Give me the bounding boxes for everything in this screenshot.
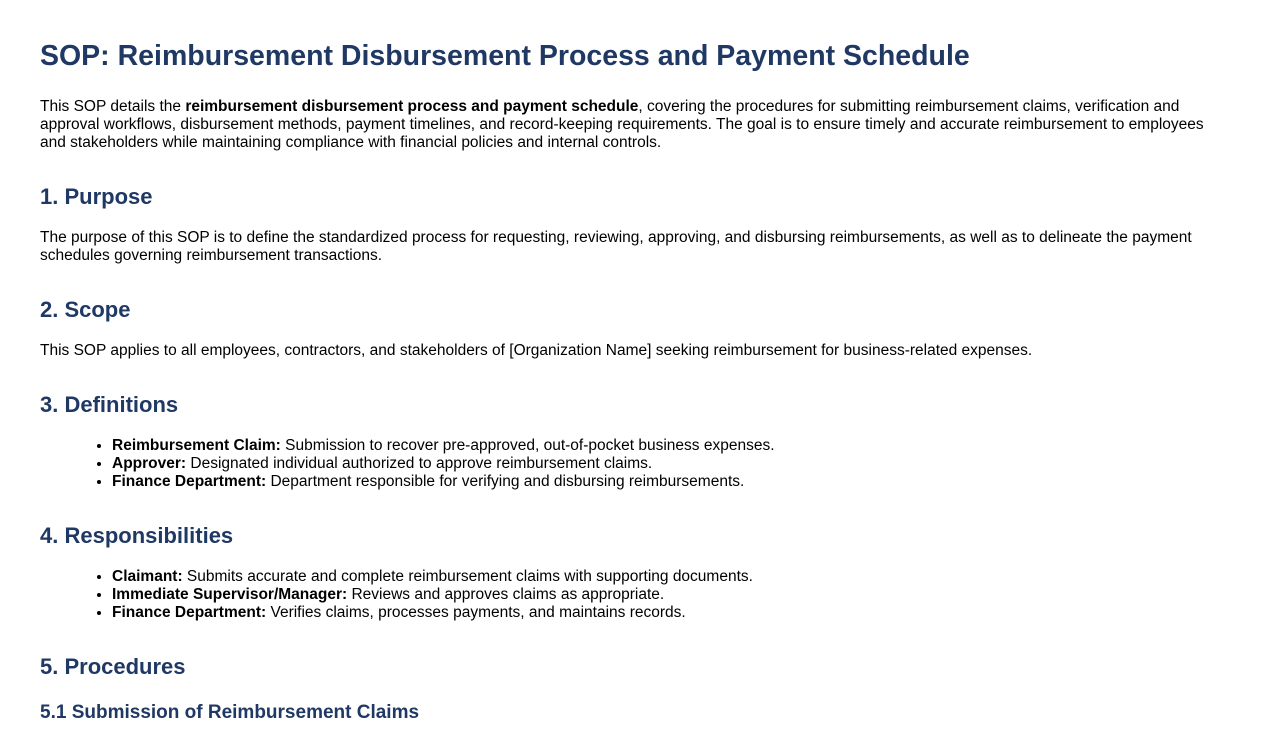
intro-text-prefix: This SOP details the bbox=[40, 98, 186, 115]
definition-term: Finance Department: bbox=[112, 473, 267, 490]
section-responsibilities-heading: 4. Responsibilities bbox=[40, 523, 234, 548]
responsibility-text: Verifies claims, processes payments, and maintains records. bbox=[266, 604, 686, 621]
section-purpose-heading: 1. Purpose bbox=[40, 184, 153, 209]
section-definitions bbox=[40, 392, 1223, 491]
definition-term: Reimbursement Claim: bbox=[112, 437, 281, 454]
responsibilities-list bbox=[40, 568, 1223, 622]
section-procedures-heading: 5. Procedures bbox=[40, 654, 186, 679]
section-purpose-paragraph: The purpose of this SOP is to define the standardized process for requesting, reviewing, approving, and disbursing reimbursements, as well as to delineate the payment schedules governing reimbursement transactions. bbox=[40, 229, 1192, 264]
responsibility-term: Claimant: bbox=[112, 568, 183, 585]
definition-term: Approver: bbox=[112, 455, 187, 472]
intro-paragraph bbox=[40, 98, 1223, 152]
list-item bbox=[112, 604, 1223, 622]
list-item bbox=[112, 455, 1223, 473]
responsibility-text: Reviews and approves claims as appropriate. bbox=[347, 586, 665, 603]
definitions-list bbox=[40, 437, 1223, 491]
section-purpose bbox=[40, 184, 1223, 265]
section-procedures bbox=[40, 654, 1223, 724]
definition-text: Designated individual authorized to approve reimbursement claims. bbox=[186, 455, 653, 472]
intro-text-bold: reimbursement disbursement process and payment schedule bbox=[185, 98, 639, 115]
section-scope-heading: 2. Scope bbox=[40, 297, 131, 322]
section-procedures-subheading: 5.1 Submission of Reimbursement Claims bbox=[40, 702, 420, 723]
intro-text-suffix: , covering the procedures for submitting reimbursement claims, verification and approval workflows, disbursement methods, payment timelines, and record-keeping requirements. The goal is to ensure timely and accurate reimbursement to employees and stakeholders while maintaining compliance with financial policies and internal controls. bbox=[40, 98, 1204, 151]
definition-text: Department responsible for verifying and disbursing reimbursements. bbox=[266, 473, 745, 490]
section-scope-paragraph: This SOP applies to all employees, contractors, and stakeholders of [Organization Name] seeking reimbursement for business-related expenses. bbox=[40, 342, 1033, 359]
list-item bbox=[112, 437, 1223, 455]
list-item bbox=[112, 568, 1223, 586]
section-scope bbox=[40, 297, 1223, 360]
list-item bbox=[112, 586, 1223, 604]
list-item bbox=[112, 473, 1223, 491]
responsibility-term: Immediate Supervisor/Manager: bbox=[112, 586, 348, 603]
definition-text: Submission to recover pre-approved, out-of-pocket business expenses. bbox=[280, 437, 775, 454]
document-title: SOP: Reimbursement Disbursement Process and Payment Schedule bbox=[40, 40, 970, 72]
responsibility-term: Finance Department: bbox=[112, 604, 267, 621]
section-responsibilities bbox=[40, 523, 1223, 622]
section-definitions-heading: 3. Definitions bbox=[40, 392, 179, 417]
responsibility-text: Submits accurate and complete reimbursement claims with supporting documents. bbox=[182, 568, 753, 585]
